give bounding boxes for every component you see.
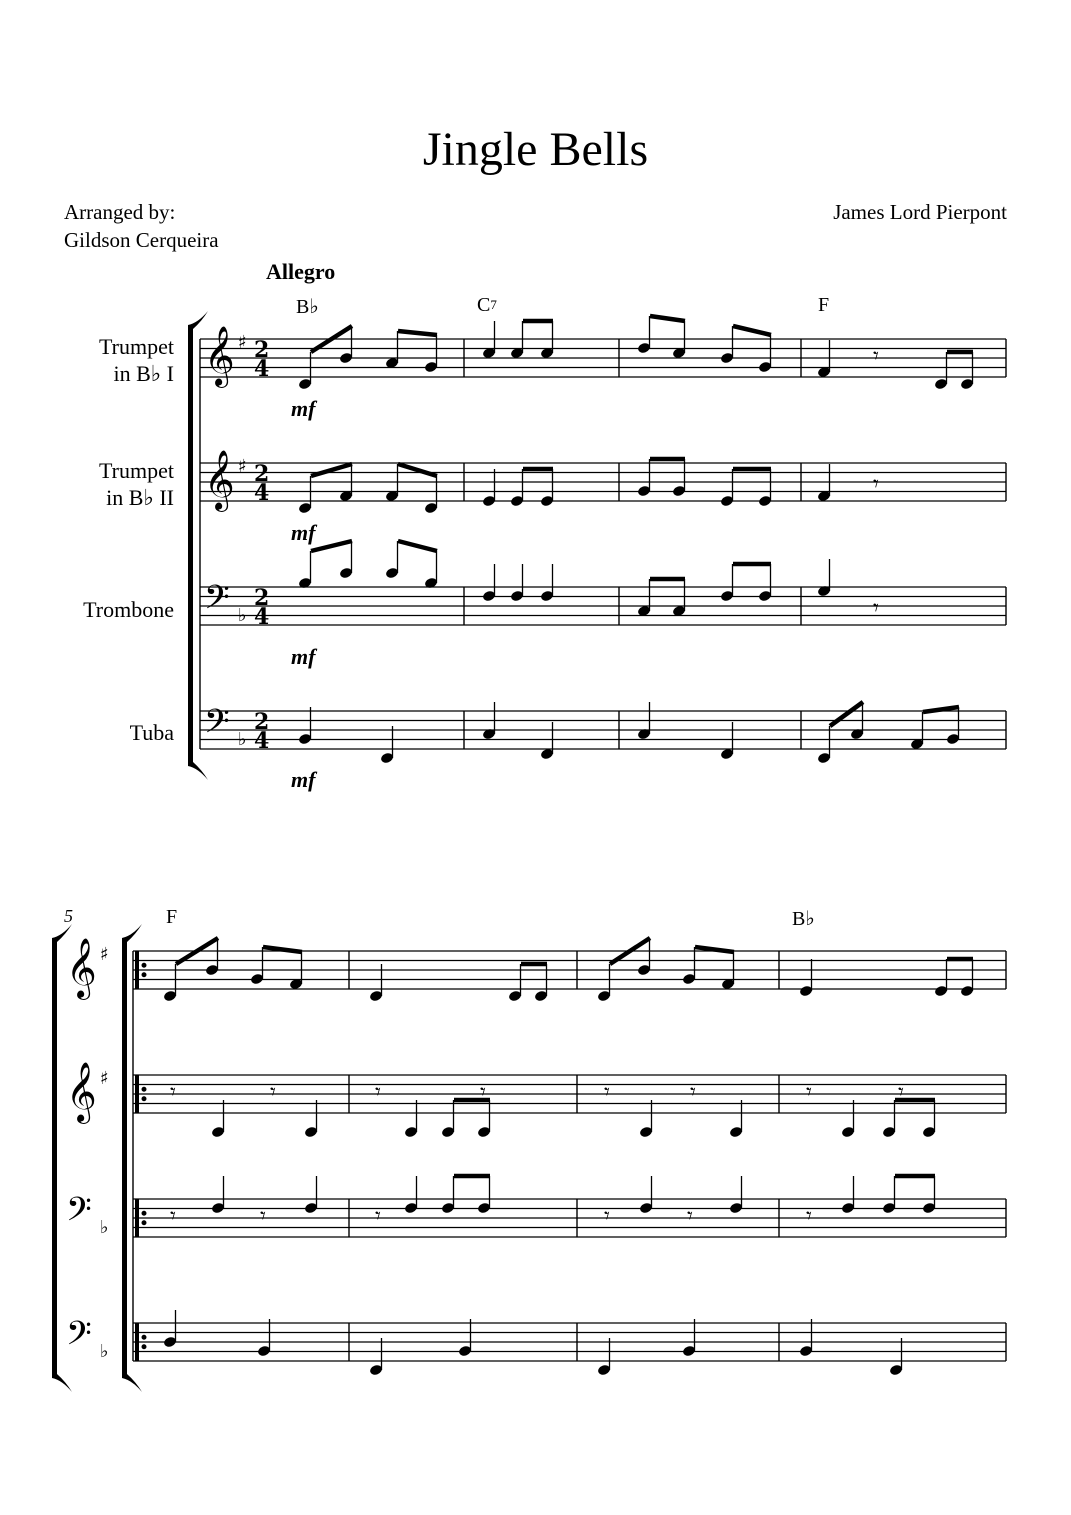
eighth-rest: 𝄾 <box>260 1204 266 1229</box>
notes <box>163 316 974 1376</box>
bass-clef: 𝄢 <box>66 1191 92 1237</box>
dynamic-marking: mf <box>291 520 316 545</box>
arranger-name: Gildson Cerqueira <box>64 228 219 252</box>
beam <box>733 326 771 335</box>
instrument-name-trombone: Trombone <box>83 597 174 622</box>
treble-clef: 𝄞 <box>204 450 235 510</box>
key-signature-sharp: ♯ <box>100 944 109 965</box>
eighth-rest: 𝄾 <box>806 1080 812 1105</box>
key-signature-flat: ♭ <box>238 605 247 626</box>
repeat-dot <box>142 1335 146 1339</box>
eighth-rest: 𝄾 <box>898 1080 904 1105</box>
time-signature-bottom: 4 <box>254 480 270 506</box>
repeat-dot <box>142 1221 146 1225</box>
eighth-rest: 𝄾 <box>687 1204 693 1229</box>
beam <box>398 331 437 335</box>
eighth-rest: 𝄾 <box>873 344 879 369</box>
bracket <box>188 325 193 766</box>
bass-clef: 𝄢 <box>204 579 230 625</box>
eighth-rest: 𝄾 <box>690 1080 696 1105</box>
composer-name: James Lord Pierpont <box>833 200 1007 224</box>
time-signature-top: 2 <box>254 709 270 735</box>
beam <box>398 464 437 476</box>
chord-symbol: F <box>818 294 830 316</box>
instrument-name-tuba: Tuba <box>129 720 174 745</box>
eighth-rest: 𝄾 <box>375 1080 381 1105</box>
time-signature-top: 2 <box>254 585 270 611</box>
chord-symbol: $C^7$ <box>477 294 497 316</box>
beam <box>830 702 863 726</box>
bracket <box>122 938 127 1378</box>
treble-clef: 𝄞 <box>66 938 97 998</box>
bass-clef: 𝄢 <box>66 1315 92 1361</box>
eighth-rest: 𝄾 <box>806 1204 812 1229</box>
beam <box>650 316 685 321</box>
tempo-marking: Allegro <box>266 259 336 284</box>
bracket-hook <box>122 1374 142 1392</box>
beam <box>311 464 352 476</box>
quarter-rest: 𝄾 <box>873 472 879 497</box>
time-signature-bottom: 4 <box>254 728 270 754</box>
instrument-name-trumpet-2: Trumpet in B♭ II <box>99 458 174 510</box>
beam <box>311 541 352 551</box>
score-title: Jingle Bells <box>422 123 649 176</box>
eighth-rest: 𝄾 <box>375 1204 381 1229</box>
key-signature-flat: ♭ <box>100 1217 109 1238</box>
quarter-rest: 𝄾 <box>873 596 879 621</box>
chord-symbol: B♭ <box>792 908 815 930</box>
key-signature-flat: ♭ <box>238 729 247 750</box>
eighth-rest: 𝄾 <box>270 1080 276 1105</box>
eighth-rest: 𝄾 <box>170 1204 176 1229</box>
arranger-label: Arranged by: <box>64 200 176 224</box>
bracket-hook <box>122 924 142 942</box>
time-signature-top: 2 <box>254 337 270 363</box>
time-signature-bottom: 4 <box>254 356 270 382</box>
key-signature-sharp: ♯ <box>238 332 247 353</box>
beam <box>398 541 437 551</box>
dynamic-marking: mf <box>291 767 316 792</box>
repeat-dot <box>142 973 146 977</box>
repeat-dot <box>142 1087 146 1091</box>
repeat-dot <box>142 963 146 967</box>
time-signature-top: 2 <box>254 461 270 487</box>
instrument-name-trumpet-1: Trumpet in B♭ I <box>99 334 174 386</box>
key-signature-sharp: ♯ <box>100 1068 109 1089</box>
bracket <box>52 938 57 1378</box>
dynamic-marking: mf <box>291 644 316 669</box>
measure-number: 5 <box>64 906 73 926</box>
chord-symbol: B♭ <box>296 296 319 318</box>
eighth-rest: 𝄾 <box>604 1204 610 1229</box>
key-signature-sharp: ♯ <box>238 456 247 477</box>
treble-clef: 𝄞 <box>66 1062 97 1122</box>
bass-clef: 𝄢 <box>204 703 230 749</box>
bracket-hook <box>188 762 208 780</box>
dynamic-marking: mf <box>291 396 316 421</box>
repeat-dot <box>142 1211 146 1215</box>
eighth-rest: 𝄾 <box>480 1080 486 1105</box>
eighth-rest: 𝄾 <box>604 1080 610 1105</box>
time-signature-bottom: 4 <box>254 604 270 630</box>
bracket-hook <box>52 1374 72 1392</box>
key-signature-flat: ♭ <box>100 1341 109 1362</box>
chord-symbol: F <box>166 906 178 928</box>
repeat-dot <box>142 1345 146 1349</box>
treble-clef: 𝄞 <box>204 326 235 386</box>
repeat-dot <box>142 1097 146 1101</box>
eighth-rest: 𝄾 <box>170 1080 176 1105</box>
